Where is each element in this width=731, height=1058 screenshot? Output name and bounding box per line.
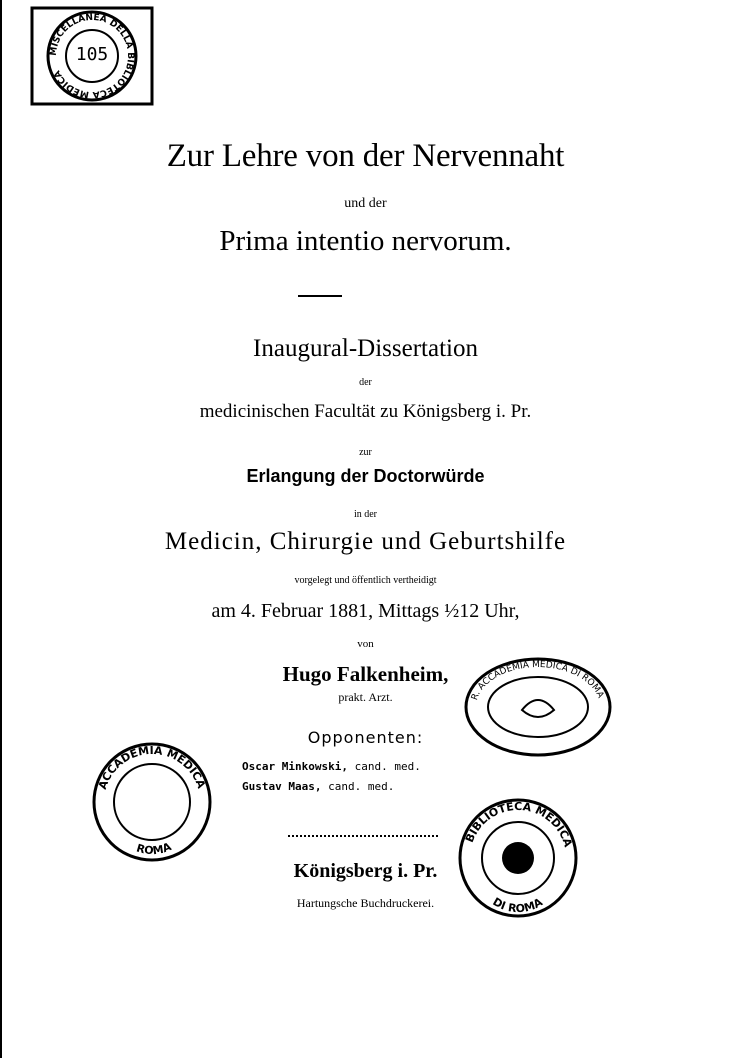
title-connector: und der <box>344 196 387 211</box>
dotted-ornament <box>288 835 438 837</box>
der-label: der <box>359 377 372 388</box>
stamp-ring-text: BIBLIOTECA MEDICA <box>462 799 575 849</box>
opponent-row <box>242 757 482 777</box>
purpose: Erlangung der Doctorwürde <box>246 466 485 486</box>
stamp-ring-text: ACCADEMIA MEDICA <box>95 743 208 792</box>
divider-rule <box>298 295 342 297</box>
svg-text:BIBLIOTECA MEDICA <box>463 800 575 849</box>
opponent-row <box>242 777 482 797</box>
opponent-title: cand. med. <box>328 780 395 793</box>
stamp-number: 105 <box>75 44 109 65</box>
fields: Medicin, Chirurgie und Geburtshilfe <box>164 528 567 555</box>
defended-note: vorgelegt und öffentlich vertheidigt <box>294 575 437 586</box>
opponent-name: Oscar Minkowski, <box>242 760 348 773</box>
opponents-list <box>242 757 482 797</box>
stamp-ring-text: R. ACCADEMIA MEDICA DI ROMA <box>470 659 606 702</box>
stamp-bottom-text: DI ROMA <box>490 895 545 916</box>
faculty: medicinischen Facultät zu Königsberg i. Pr. <box>199 401 532 422</box>
von-label: von <box>357 638 374 650</box>
academy-stamp-right <box>462 655 614 759</box>
opponent-name: Gustav Maas, <box>242 780 322 793</box>
defense-date: am 4. Februar 1881, Mittags ½12 Uhr, <box>211 600 520 622</box>
opponent-title: cand. med. <box>354 760 421 773</box>
doc-type: Inaugural-Dissertation <box>253 335 478 362</box>
printer: Hartungsche Buchdruckerei. <box>296 896 435 910</box>
subtitle: Prima intentio nervorum. <box>219 225 512 257</box>
stamp-ring-text: MISCELLANEA DELLA BIBLIOTECA MEDICA <box>48 12 136 100</box>
city: Königsberg i. Pr. <box>293 860 438 882</box>
library-stamp-top-left <box>30 6 154 106</box>
svg-text:ROMA <box>135 840 174 857</box>
svg-text:ACCADEMIA MEDICA <box>96 744 208 791</box>
stamp-bottom-text: ROMA <box>134 840 174 858</box>
in-der-label: in der <box>353 509 378 520</box>
opponents-heading: Opponenten: <box>307 728 424 747</box>
author-name: Hugo Falkenheim, <box>282 662 449 686</box>
author-title: prakt. Arzt. <box>338 690 393 704</box>
zur-label: zur <box>359 447 372 458</box>
academy-stamp-left <box>90 740 214 864</box>
library-stamp-bottom-right <box>456 796 580 920</box>
title: Zur Lehre von der Nervennaht <box>166 138 565 174</box>
